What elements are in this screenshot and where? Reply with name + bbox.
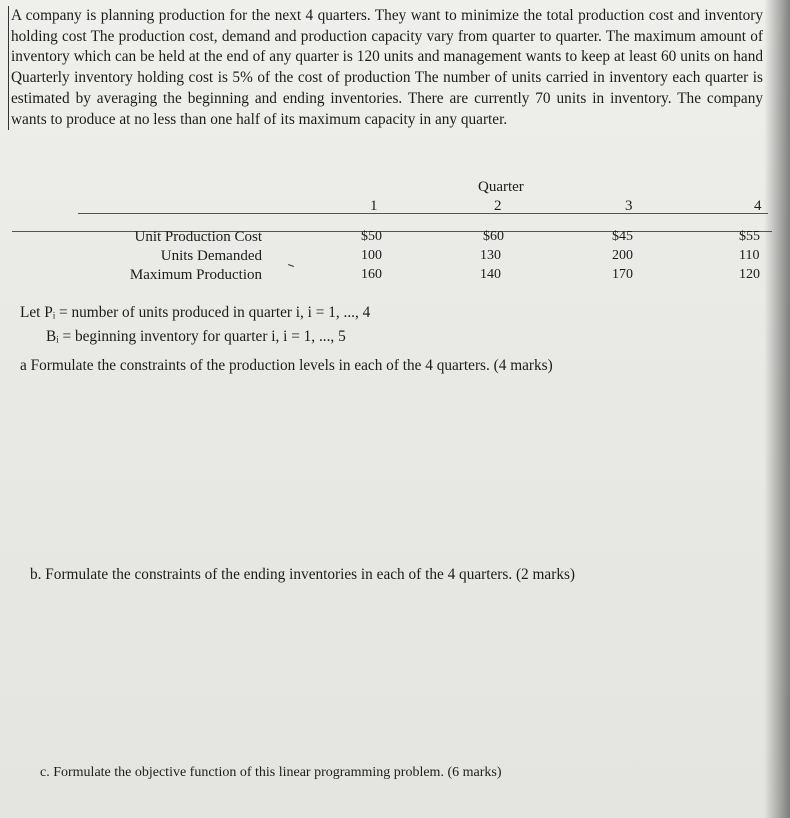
- quarter-header-4: 4: [754, 198, 762, 214]
- stray-mark: [288, 264, 294, 267]
- page-edge-shadow: [764, 0, 790, 818]
- question-a: a Formulate the constraints of the production levels in each of the 4 quarters. (4 marks): [20, 357, 553, 374]
- problem-statement: A company is planning production for the next 4 quarters. They want to minimize the total production cost and inventory holding cost The production cost, demand and production capacity vary from quarter to quarter. The maximum amount of inventory which can be held at the end of any quarter is 120 units and management wants to keep at least 60 units on hand Quarterly inventory holding cost is 5% of the cost of production The number of units carried in inventory each quarter is estimated by averaging the beginning and ending inventories. There are currently 70 units in inventory. The company wants to produce at no less than one half of its maximum capacity in any quarter.: [8, 6, 763, 130]
- quarter-header-3: 3: [625, 198, 633, 214]
- cell-maxprod-q4: 120: [739, 267, 760, 282]
- question-c: c. Formulate the objective function of this linear programming problem. (6 marks): [40, 765, 502, 780]
- cell-maxprod-q1: 160: [361, 267, 382, 282]
- cell-maxprod-q3: 170: [612, 267, 633, 282]
- cell-cost-q4: $55: [739, 229, 760, 244]
- cell-cost-q3: $45: [612, 229, 633, 244]
- cell-maxprod-q2: 140: [480, 267, 501, 282]
- cell-demand-q3: 200: [612, 248, 633, 263]
- table-group-header: Quarter: [478, 179, 524, 195]
- cell-demand-q1: 100: [361, 248, 382, 263]
- row-label-maximum-production: Maximum Production: [129, 267, 262, 283]
- row-label-units-demanded: Units Demanded: [160, 248, 262, 264]
- definition-p: Let Pᵢ = number of units produced in quarter i, i = 1, ..., 4: [20, 304, 371, 321]
- quarter-header-2: 2: [494, 198, 502, 214]
- cell-demand-q2: 130: [480, 248, 501, 263]
- cell-demand-q4: 110: [739, 248, 760, 263]
- question-b: b. Formulate the constraints of the ending inventories in each of the 4 quarters. (2 marks): [30, 566, 576, 583]
- row-label-unit-production-cost: Unit Production Cost: [134, 229, 262, 245]
- table-top-rule: [78, 213, 768, 214]
- definition-b: Bᵢ = beginning inventory for quarter i, i = 1, ..., 5: [46, 328, 346, 345]
- cell-cost-q2: $60: [483, 229, 504, 244]
- cell-cost-q1: $50: [361, 229, 382, 244]
- quarter-header-1: 1: [370, 198, 378, 214]
